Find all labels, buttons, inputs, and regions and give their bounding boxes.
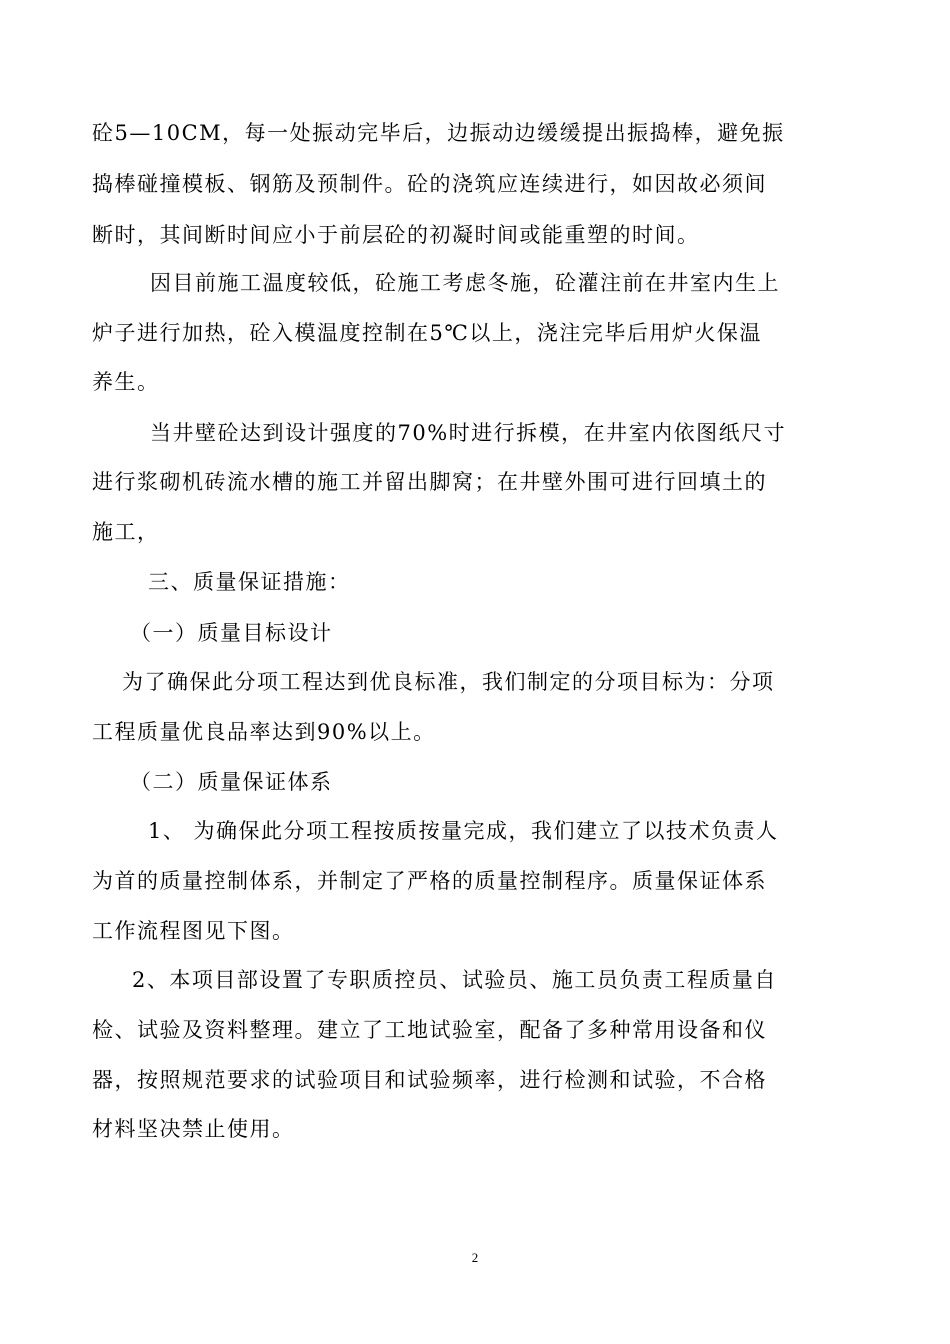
text-line: 断时，其间断时间应小于前层砼的初凝时间或能重塑的时间。 xyxy=(92,223,700,247)
text-line: 1、 为确保此分项工程按质按量完成，我们建立了以技术负责人 xyxy=(148,819,779,843)
text-line: 捣棒碰撞模板、钢筋及预制件。砼的浇筑应连续进行，如因故必须间 xyxy=(92,172,767,196)
text-line: 为首的质量控制体系，并制定了严格的质量控制程序。质量保证体系 xyxy=(92,869,767,893)
subsection-heading: （一）质量目标设计 xyxy=(130,621,333,645)
text-line: 因目前施工温度较低，砼施工考虑冬施，砼灌注前在井室内生上 xyxy=(150,271,780,295)
text-line: 工程质量优良品率达到90%以上。 xyxy=(92,720,436,744)
subsection-heading: （二）质量保证体系 xyxy=(130,770,333,794)
text-line: 材料坚决禁止使用。 xyxy=(92,1117,295,1141)
text-line: 当井壁砼达到设计强度的70%时进行拆模，在井室内依图纸尺寸 xyxy=(150,421,787,445)
text-line: 砼5—10CM，每一处振动完毕后，边振动边缓缓提出振捣棒，避免振 xyxy=(92,121,785,145)
text-line: 施工， xyxy=(92,520,160,544)
text-line: 2、本项目部设置了专职质控员、试验员、施工员负责工程质量自 xyxy=(132,968,777,992)
text-line: 为了确保此分项工程达到优良标准，我们制定的分项目标为：分项 xyxy=(122,670,775,694)
text-line: 进行浆砌机砖流水槽的施工并留出脚窝；在井壁外围可进行回填土的 xyxy=(92,470,767,494)
section-heading: 三、质量保证措施： xyxy=(148,570,351,594)
text-line: 养生。 xyxy=(92,370,160,394)
text-line: 检、试验及资料整理。建立了工地试验室，配备了多种常用设备和仪 xyxy=(92,1018,767,1042)
text-line: 工作流程图见下图。 xyxy=(92,919,295,943)
page-number: 2 xyxy=(471,1250,479,1265)
text-line: 器，按照规范要求的试验项目和试验频率，进行检测和试验，不合格 xyxy=(92,1068,767,1092)
text-line: 炉子进行加热，砼入模温度控制在5℃以上，浇注完毕后用炉火保温 xyxy=(92,321,762,345)
